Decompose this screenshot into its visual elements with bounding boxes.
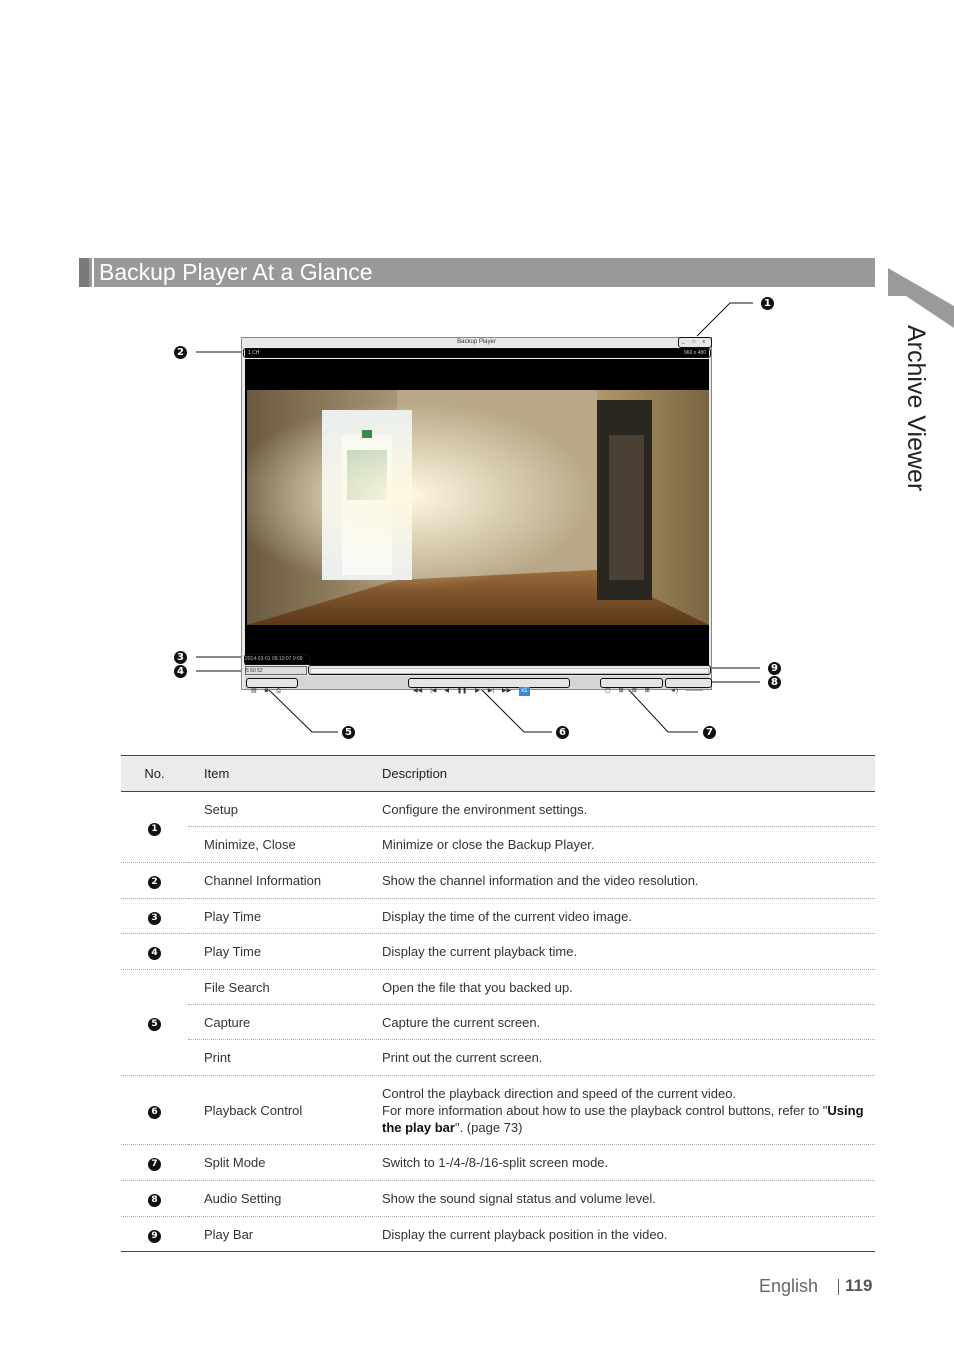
description-cell: Capture the current screen. [366, 1005, 875, 1040]
description-page-ref: ". (page 73) [454, 1119, 523, 1135]
table-row [121, 1145, 875, 1181]
file-tools-group [246, 678, 298, 694]
item-cell: Split Mode [188, 1145, 366, 1181]
item-cell: Play Time [188, 934, 366, 970]
description-cell: Show the sound signal status and volume level. [366, 1181, 875, 1217]
player-window-title: Backup Player [457, 339, 496, 345]
window-controls[interactable]: _ □ x [681, 339, 708, 345]
footer-language: English [759, 1276, 819, 1296]
step-back-icon[interactable]: |◀ [430, 688, 437, 694]
play-icon[interactable]: ▶ [475, 688, 480, 694]
item-cell: Minimize, Close [188, 827, 366, 863]
table-row [121, 1076, 875, 1145]
timestamp-highlight [244, 654, 310, 665]
description-cell: Show the channel information and the video resolution. [366, 863, 875, 899]
table-row [121, 827, 875, 863]
cross-reference-link[interactable]: Using the play bar [382, 1102, 864, 1135]
description-cell: Configure the environment settings. [366, 792, 875, 827]
channel-label: 1 CH [248, 350, 260, 356]
description-cell: Display the time of the current video image. [366, 899, 875, 934]
table-header-row [121, 756, 875, 792]
row-number-5: 5 [121, 970, 188, 1076]
item-cell: Capture [188, 1005, 366, 1040]
speed-indicator[interactable]: x1 [521, 688, 528, 694]
section-title: Backup Player At a Glance [99, 259, 373, 285]
speaker-icon[interactable]: ◄) [670, 688, 678, 694]
description-line-2: For more information about how to use the playback control buttons, refer to " [382, 1102, 828, 1118]
component-table [121, 755, 875, 1252]
callout-9: 9 [768, 662, 781, 675]
callout-6: 6 [556, 726, 569, 739]
item-cell: Audio Setting [188, 1181, 366, 1217]
resolution-label: 960 x 480 [684, 350, 706, 356]
table-row [121, 1040, 875, 1076]
timestamp-overlay: 2014-03-01 09:10:07 9:09 [245, 656, 303, 662]
row-number-4: 4 [121, 934, 188, 970]
playback-controls-group [408, 678, 570, 694]
description-cell: Print out the current screen. [366, 1040, 875, 1076]
item-cell: Play Time [188, 899, 366, 934]
volume-slider[interactable]: ──── [685, 688, 703, 694]
step-forward-icon[interactable]: ▶| [487, 688, 494, 694]
description-cell: Minimize or close the Backup Player. [366, 827, 875, 863]
page-number: 119 [845, 1276, 873, 1295]
video-area [245, 359, 709, 665]
row-number-2: 2 [121, 863, 188, 899]
channel-info-highlight [243, 348, 711, 358]
table-row [121, 970, 875, 1005]
split-4-icon[interactable]: ⊞ [618, 688, 624, 694]
item-cell: Playback Control [188, 1076, 366, 1145]
header-description: Description [366, 756, 875, 792]
split-8-icon[interactable]: ⊞ [631, 688, 637, 694]
description-cell [366, 1076, 875, 1145]
footer-divider [838, 1279, 839, 1295]
backup-player-screenshot [241, 337, 712, 694]
callout-8: 8 [768, 676, 781, 689]
audio-group [665, 678, 712, 694]
row-number-9: 9 [121, 1217, 188, 1252]
play-bar-highlight [308, 665, 711, 675]
split-1-icon[interactable]: ▢ [605, 688, 611, 694]
description-cell: Open the file that you backed up. [366, 970, 875, 1005]
header-no: No. [121, 756, 188, 792]
table-row [121, 792, 875, 827]
pause-icon[interactable]: ❚❚ [457, 688, 468, 694]
item-cell: File Search [188, 970, 366, 1005]
capture-icon[interactable]: ◙ [264, 688, 269, 694]
header-item: Item [188, 756, 366, 792]
table-row [121, 1217, 875, 1252]
item-cell: Play Bar [204, 1226, 254, 1242]
description-cell: Display the current playback position in the video. [382, 1226, 668, 1242]
table-row [121, 1181, 875, 1217]
description-cell: Switch to 1-/4-/8-/16-split screen mode. [366, 1145, 875, 1181]
item-cell: Setup [188, 792, 366, 827]
item-cell: Print [188, 1040, 366, 1076]
split-mode-group [600, 678, 663, 694]
table-row [121, 1005, 875, 1040]
window-controls-highlight [678, 337, 712, 348]
item-cell: Channel Information [188, 863, 366, 899]
file-search-icon[interactable]: ▤ [251, 688, 257, 694]
row-number-1: 1 [121, 792, 188, 863]
fast-rewind-icon[interactable]: ◀◀ [413, 688, 423, 694]
reverse-play-icon[interactable]: ◀ [444, 688, 450, 694]
fast-forward-icon[interactable]: ▶▶ [501, 688, 512, 694]
video-frame-image [247, 390, 709, 625]
callout-7: 7 [703, 726, 716, 739]
row-number-7: 7 [121, 1145, 188, 1181]
split-16-icon[interactable]: ⊞ [644, 688, 650, 694]
table-row [121, 863, 875, 899]
play-time-field[interactable]: 5 50 52 [245, 666, 307, 675]
table-row [121, 899, 875, 934]
callout-4: 4 [174, 665, 187, 678]
player-toolbar [245, 676, 709, 694]
row-number-3: 3 [121, 899, 188, 934]
description-cell: Display the current playback time. [366, 934, 875, 970]
row-number-6: 6 [121, 1076, 188, 1145]
side-tab-text: Archive Viewer [902, 325, 930, 492]
callout-5: 5 [342, 726, 355, 739]
callout-3: 3 [174, 651, 187, 664]
callout-2: 2 [174, 346, 187, 359]
print-icon[interactable]: ⎙ [276, 688, 282, 694]
callout-1: 1 [761, 297, 774, 310]
description-line-1: Control the playback direction and speed of the current video. [382, 1085, 737, 1101]
row-number-8: 8 [121, 1181, 188, 1217]
table-row [121, 934, 875, 970]
